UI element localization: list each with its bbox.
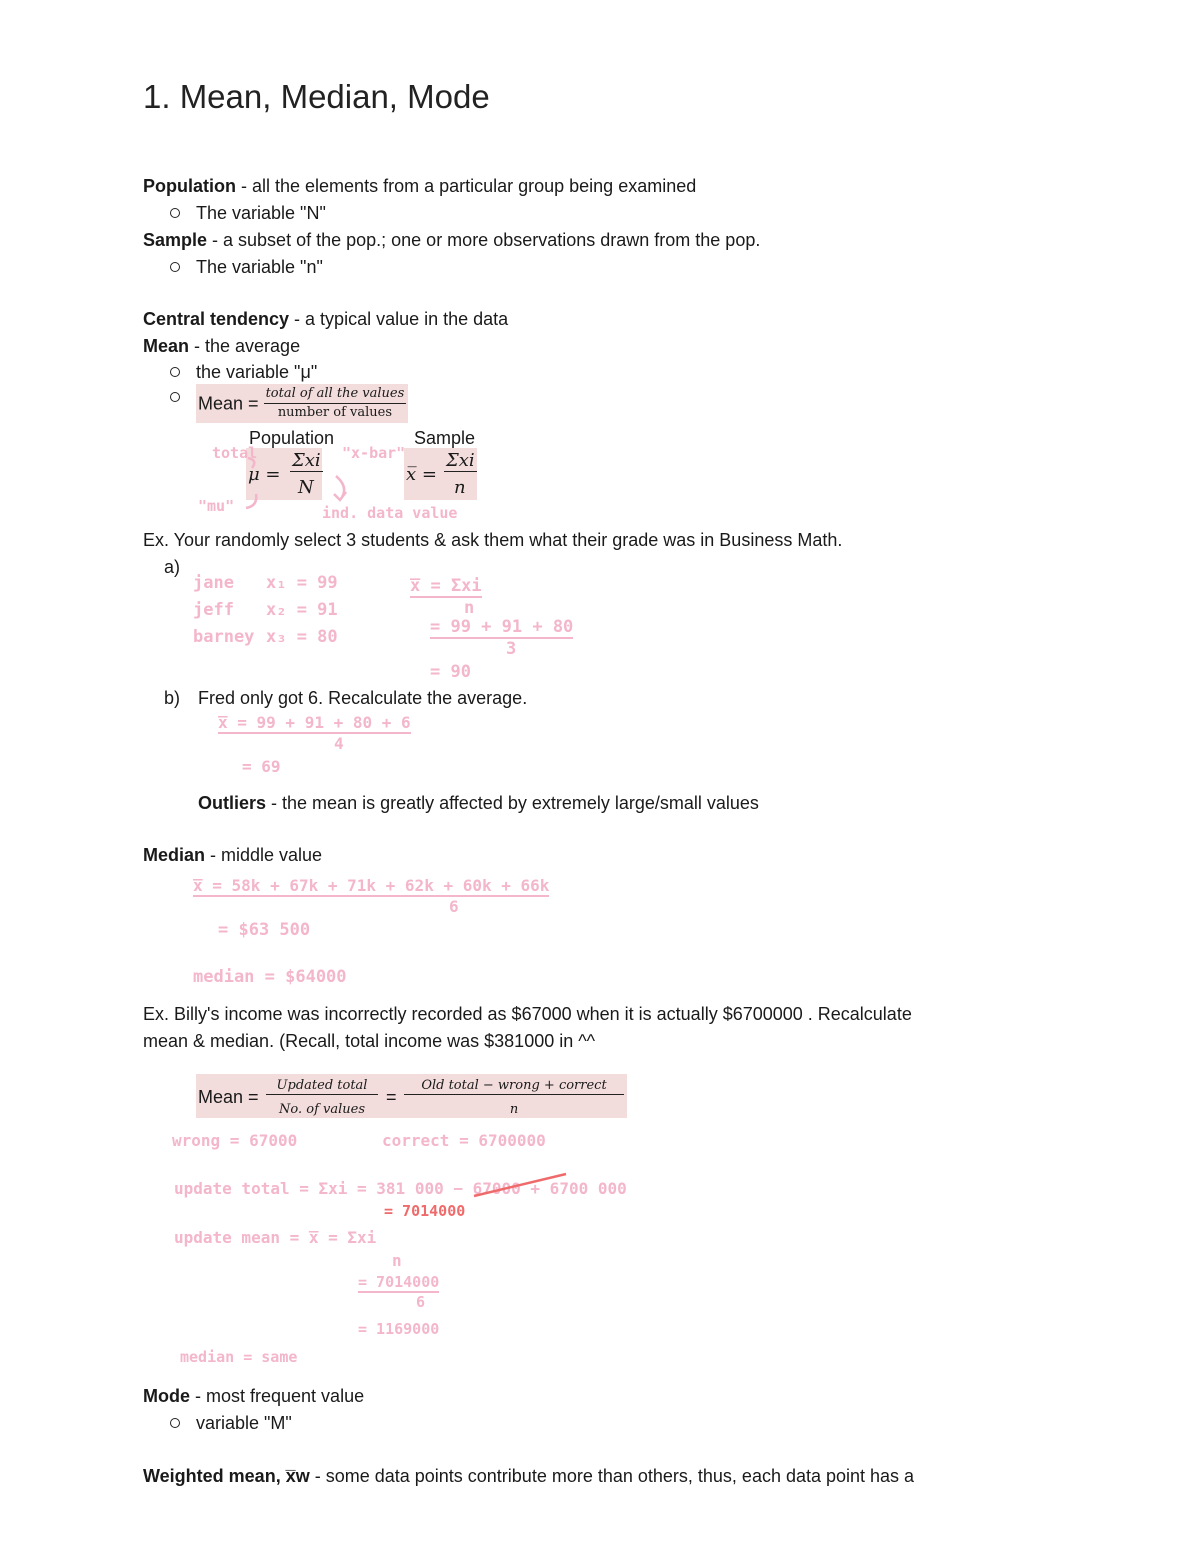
mean-bullet-variable (170, 361, 317, 383)
example2-line1: Ex. Billy's income was incorrectly recorded as $67000 when it is actually $6700000 . Recalculate (143, 1004, 912, 1024)
updated-mean-equals: = (386, 1087, 397, 1107)
hw-b1-den: 4 (334, 734, 344, 753)
sample-def: - a subset of the pop.; one or more observations drawn from the pop. (207, 230, 761, 250)
sample-term: Sample (143, 230, 208, 250)
population-lhs: μ = (248, 464, 281, 485)
hw-value: x₂ = 91 (266, 600, 338, 620)
hw-median1: x̅ = 58k + 67k + 71k + 62k + 60k + 66k (193, 876, 550, 895)
hw-calc2-den: 3 (506, 639, 517, 659)
hw-calc-step3: = 90 (430, 662, 471, 682)
central-term: Central tendency (143, 309, 290, 329)
hw-median-same: median = same (180, 1348, 298, 1366)
example1-b-text: Fred only got 6. Recalculate the average. (198, 688, 528, 708)
hw-update-mean (174, 1228, 402, 1270)
mean-def: - the average (189, 336, 301, 356)
bullet-icon (170, 367, 180, 377)
hw-name: barney (193, 627, 255, 647)
hw-value: x₁ = 99 (266, 573, 338, 593)
sample-lhs: x̅ = (406, 464, 437, 485)
hw-update-mean-text: update mean = x̅ = Σxi (174, 1228, 377, 1247)
hw-value: x₃ = 80 (266, 627, 338, 647)
hw-calc1: x̅ = Σxi (410, 576, 482, 596)
handwritten-ind-data-value: ind. data value (322, 504, 458, 522)
handwritten-xbar: "x-bar" (342, 444, 406, 462)
updated-mean-f2-denominator: n (509, 1102, 519, 1117)
hw-um2-den: 6 (416, 1293, 426, 1311)
hw-calc-step2 (430, 617, 573, 659)
mode-bullet (170, 1412, 292, 1434)
mean-formula-numerator: total of all the values (264, 386, 407, 404)
hw-update-total: update total = Σxi = 381 000 − 67000 + 6700 000 (174, 1179, 627, 1198)
bullet-icon (170, 262, 180, 272)
hw-update-total-result: = 7014000 (384, 1202, 466, 1220)
central-def: - a typical value in the data (289, 309, 509, 329)
updated-mean-f1-denominator: No. of values (279, 1102, 365, 1117)
mode-bullet-text: variable "M" (196, 1413, 292, 1433)
hw-um2: = 7014000 (358, 1273, 440, 1291)
hw-b-calc1 (218, 713, 411, 753)
mean-formula-label: Mean = (198, 393, 259, 414)
hw-b-calc2: = 69 (242, 757, 281, 776)
outliers-definition (198, 792, 759, 814)
sample-label: Sample (414, 428, 476, 448)
hw-median1-den: 6 (449, 897, 459, 916)
hw-median-result: median = $64000 (193, 967, 347, 987)
updated-mean-formula (196, 1074, 627, 1118)
population-bullet-text: The variable "N" (196, 203, 326, 223)
bullet-icon (170, 392, 180, 402)
mode-definition (143, 1385, 364, 1407)
mean-term: Mean (143, 336, 190, 356)
mode-def: - most frequent value (190, 1386, 365, 1406)
hw-median-calc2: = $63 500 (218, 920, 311, 940)
handwritten-values (266, 570, 338, 651)
weighted-mean-definition (143, 1465, 914, 1487)
hw-name: jane (193, 573, 234, 593)
handwritten-total: total (212, 444, 258, 462)
sample-denominator: n (454, 477, 466, 498)
hw-update-mean-3: = 1169000 (358, 1320, 440, 1338)
updated-mean-label: Mean = (198, 1087, 259, 1107)
population-definition (143, 175, 696, 197)
bullet-icon (170, 208, 180, 218)
median-def: - middle value (205, 845, 323, 865)
median-term: Median (143, 845, 206, 865)
hw-name: jeff (193, 600, 234, 620)
example1-b-label: b) (164, 688, 181, 708)
weighted-mean-def: - some data points contribute more than others, thus, each data point has a (309, 1466, 915, 1486)
bullet-icon (170, 1418, 180, 1428)
central-tendency-definition (143, 308, 508, 330)
population-bullet (170, 202, 326, 224)
population-def: - all the elements from a particular group being examined (236, 176, 697, 196)
weighted-mean-term: Weighted mean, x̅w (143, 1466, 310, 1486)
sample-mean-formula (404, 448, 477, 500)
mean-formula (196, 384, 408, 423)
example1-a-label: a) (164, 557, 181, 577)
median-definition (143, 844, 322, 866)
mean-formula-denominator: number of values (277, 405, 393, 420)
hw-median-calc1 (193, 876, 549, 916)
mean-formula-fraction (264, 386, 407, 421)
hw-calc1-den: n (464, 598, 475, 618)
sample-bullet-text: The variable "n" (196, 257, 323, 277)
example2-line2: mean & median. (Recall, total income was $381000 in ^^ (143, 1031, 596, 1051)
updated-mean-f1-numerator: Updated total (266, 1078, 378, 1095)
population-denominator: N (298, 477, 314, 498)
strike-through-icon (470, 1170, 570, 1200)
hw-b1: x̅ = 99 + 91 + 80 + 6 (218, 713, 411, 732)
outliers-term: Outliers (198, 793, 267, 813)
outliers-def: - the mean is greatly affected by extremely large/small values (266, 793, 759, 813)
sample-definition (143, 229, 760, 251)
mode-term: Mode (143, 1386, 190, 1406)
handwritten-arrows-icon (200, 450, 360, 520)
population-label: Population (249, 428, 335, 448)
hw-wrong: wrong = 67000 (172, 1131, 298, 1150)
page-title: 1. Mean, Median, Mode (143, 78, 490, 115)
hw-update-mean-2 (358, 1273, 439, 1311)
sample-bullet (170, 256, 323, 278)
hw-calc2: = 99 + 91 + 80 (430, 617, 574, 637)
hw-correct: correct = 6700000 (382, 1131, 546, 1150)
mean-variable-text: the variable "μ" (196, 362, 318, 382)
mean-bullet-formula (170, 384, 408, 423)
population-numerator: Σxi (292, 450, 321, 471)
hw-calc-step1 (410, 576, 482, 618)
population-term: Population (143, 176, 236, 196)
sample-numerator: Σxi (446, 450, 475, 471)
hw-update-mean-den: n (392, 1251, 402, 1270)
example1-text: Ex. Your randomly select 3 students & ask them what their grade was in Business Math. (143, 530, 843, 550)
updated-mean-f2-numerator: Old total − wrong + correct (404, 1078, 624, 1095)
handwritten-names (193, 570, 254, 651)
handwritten-mu: "mu" (198, 497, 235, 515)
mean-definition (143, 335, 300, 357)
